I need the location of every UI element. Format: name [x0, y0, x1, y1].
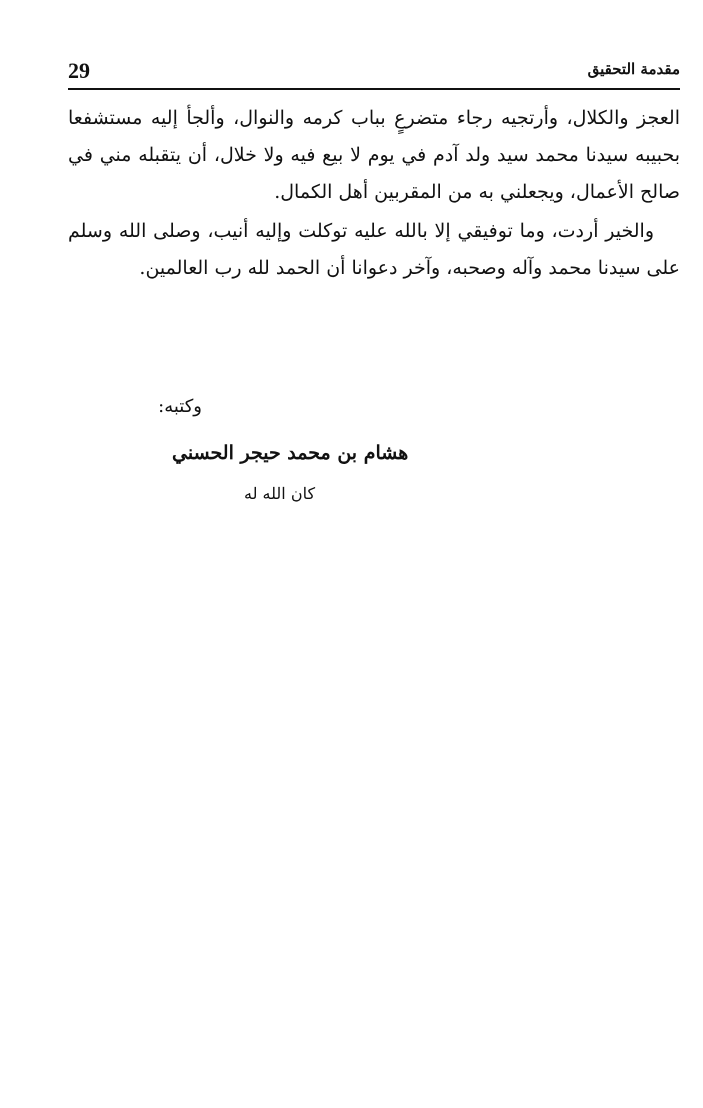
author-prayer: كان الله له: [244, 484, 316, 503]
body-text: [68, 100, 680, 503]
author-name: هشام بن محمد حيجر الحسني: [172, 442, 409, 464]
wrote-label: وكتبه:: [158, 396, 202, 417]
page-number: 29: [68, 58, 90, 83]
header-rule: [68, 88, 680, 90]
page-header: [68, 56, 680, 90]
paragraph-1: العجز والكلال، وأرتجيه رجاء متضرعٍ بباب كرمه والنوال، وألجأ إليه مستشفعا بحبيبه سيدنا محمد سيد ولد آدم في يوم لا بيع فيه ولا خلال، أن يتقبله مني في صالح الأعمال، ويجعلني به من المقربين أهل الكمال.: [68, 107, 680, 203]
paragraph-2: والخير أردت، وما توفيقي إلا بالله عليه توكلت وإليه أنيب، وصلى الله وسلم على سيدنا محمد وآله وصحبه، وآخر دعوانا أن الحمد لله رب العالمين.: [68, 220, 680, 279]
signoff-block: [68, 388, 680, 508]
running-head: مقدمة التحقيق: [587, 60, 680, 78]
